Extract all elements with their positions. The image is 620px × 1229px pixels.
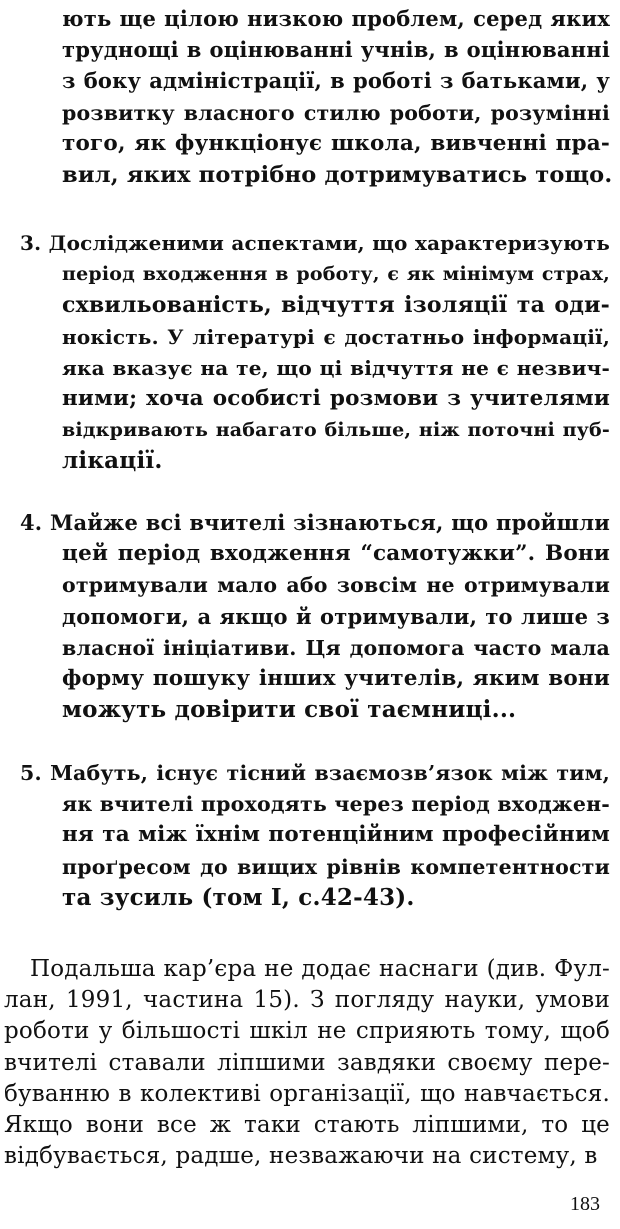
continuation-paragraph-line: вил, яких потрібно дотримуватись тощо. (62, 162, 613, 188)
list-item-5-line: та зусиль (том І, с.42-43). (62, 883, 415, 911)
continuation-paragraph-line: того, як функціонує школа, вивченні пра- (62, 130, 610, 156)
closing-paragraph-line: буванню в колективі організації, що навчається. (4, 1080, 610, 1107)
closing-paragraph-line: лан, 1991, частина 15). З погляду науки, умови (4, 987, 610, 1014)
list-item-3-line: лікації. (62, 447, 163, 475)
list-item-4-line: допомоги, а якщо й отримували, то лише з (62, 603, 610, 629)
list-item-4-line: власної ініціативи. Ця допомога часто мала (62, 635, 610, 660)
closing-paragraph-line: вчителі ставали ліпшими завдяки своєму пере- (4, 1049, 610, 1076)
list-item-4-line: 4. Майже всі вчителі зізнаються, що пройшли (20, 510, 610, 535)
list-item-3-line: схвильованість, відчуття ізоляції та оди- (62, 292, 610, 319)
list-item-3-line: відкривають набагато більше, ніж поточні пуб- (62, 419, 610, 442)
list-item-3-line: нокість. У літературі є достатньо інформації, (62, 324, 610, 349)
list-item-3-line: яка вказує на те, що ці відчуття не є незвич- (62, 355, 610, 380)
list-item-5-line: проґресом до вищих рівнів компетентности (62, 854, 610, 879)
continuation-paragraph-line: труднощі в оцінюванні учнів, в оцінюванні (62, 37, 610, 63)
list-item-5-line: як вчителі проходять через період входжен- (62, 792, 610, 817)
closing-paragraph-line: відбувається, радше, незважаючи на систему, в (4, 1143, 598, 1170)
page-number: 183 (570, 1193, 600, 1215)
continuation-paragraph-line: з боку адміністрації, в роботі з батьками, у (62, 68, 610, 94)
list-item-5-line: ня та між їхнім потенційним професійним (62, 822, 610, 848)
list-item-3-line: період входження в роботу, є як мінімум страх, (62, 263, 610, 286)
list-item-4-line: можуть довірити свої таємниці... (62, 696, 517, 724)
continuation-paragraph-line: ють ще цілою низкою проблем, серед яких (62, 6, 610, 31)
list-item-5-line: 5. Мабуть, існує тісний взаємозв’язок між тим, (20, 761, 610, 785)
continuation-paragraph-line: розвитку власного стилю роботи, розумінні (62, 100, 610, 125)
list-item-4-line: форму пошуку інших учителів, яким вони (62, 666, 610, 691)
closing-paragraph-line: роботи у більшості шкіл не сприяють тому, щоб (4, 1018, 610, 1045)
list-item-4-line: отримували мало або зовсім не отримували (62, 573, 610, 598)
closing-paragraph-line: Якщо вони все ж таки стають ліпшими, то це (4, 1112, 610, 1138)
list-item-4-line: цей період входження “самотужки”. Вони (62, 541, 610, 567)
list-item-3-line: 3. Дослідженими аспектами, що характеризують (20, 231, 610, 255)
closing-paragraph-line: Подальша кар’єра не додає наснаги (див. Фул- (30, 956, 610, 982)
list-item-3-line: ними; хоча особисті розмови з учителями (62, 386, 610, 411)
